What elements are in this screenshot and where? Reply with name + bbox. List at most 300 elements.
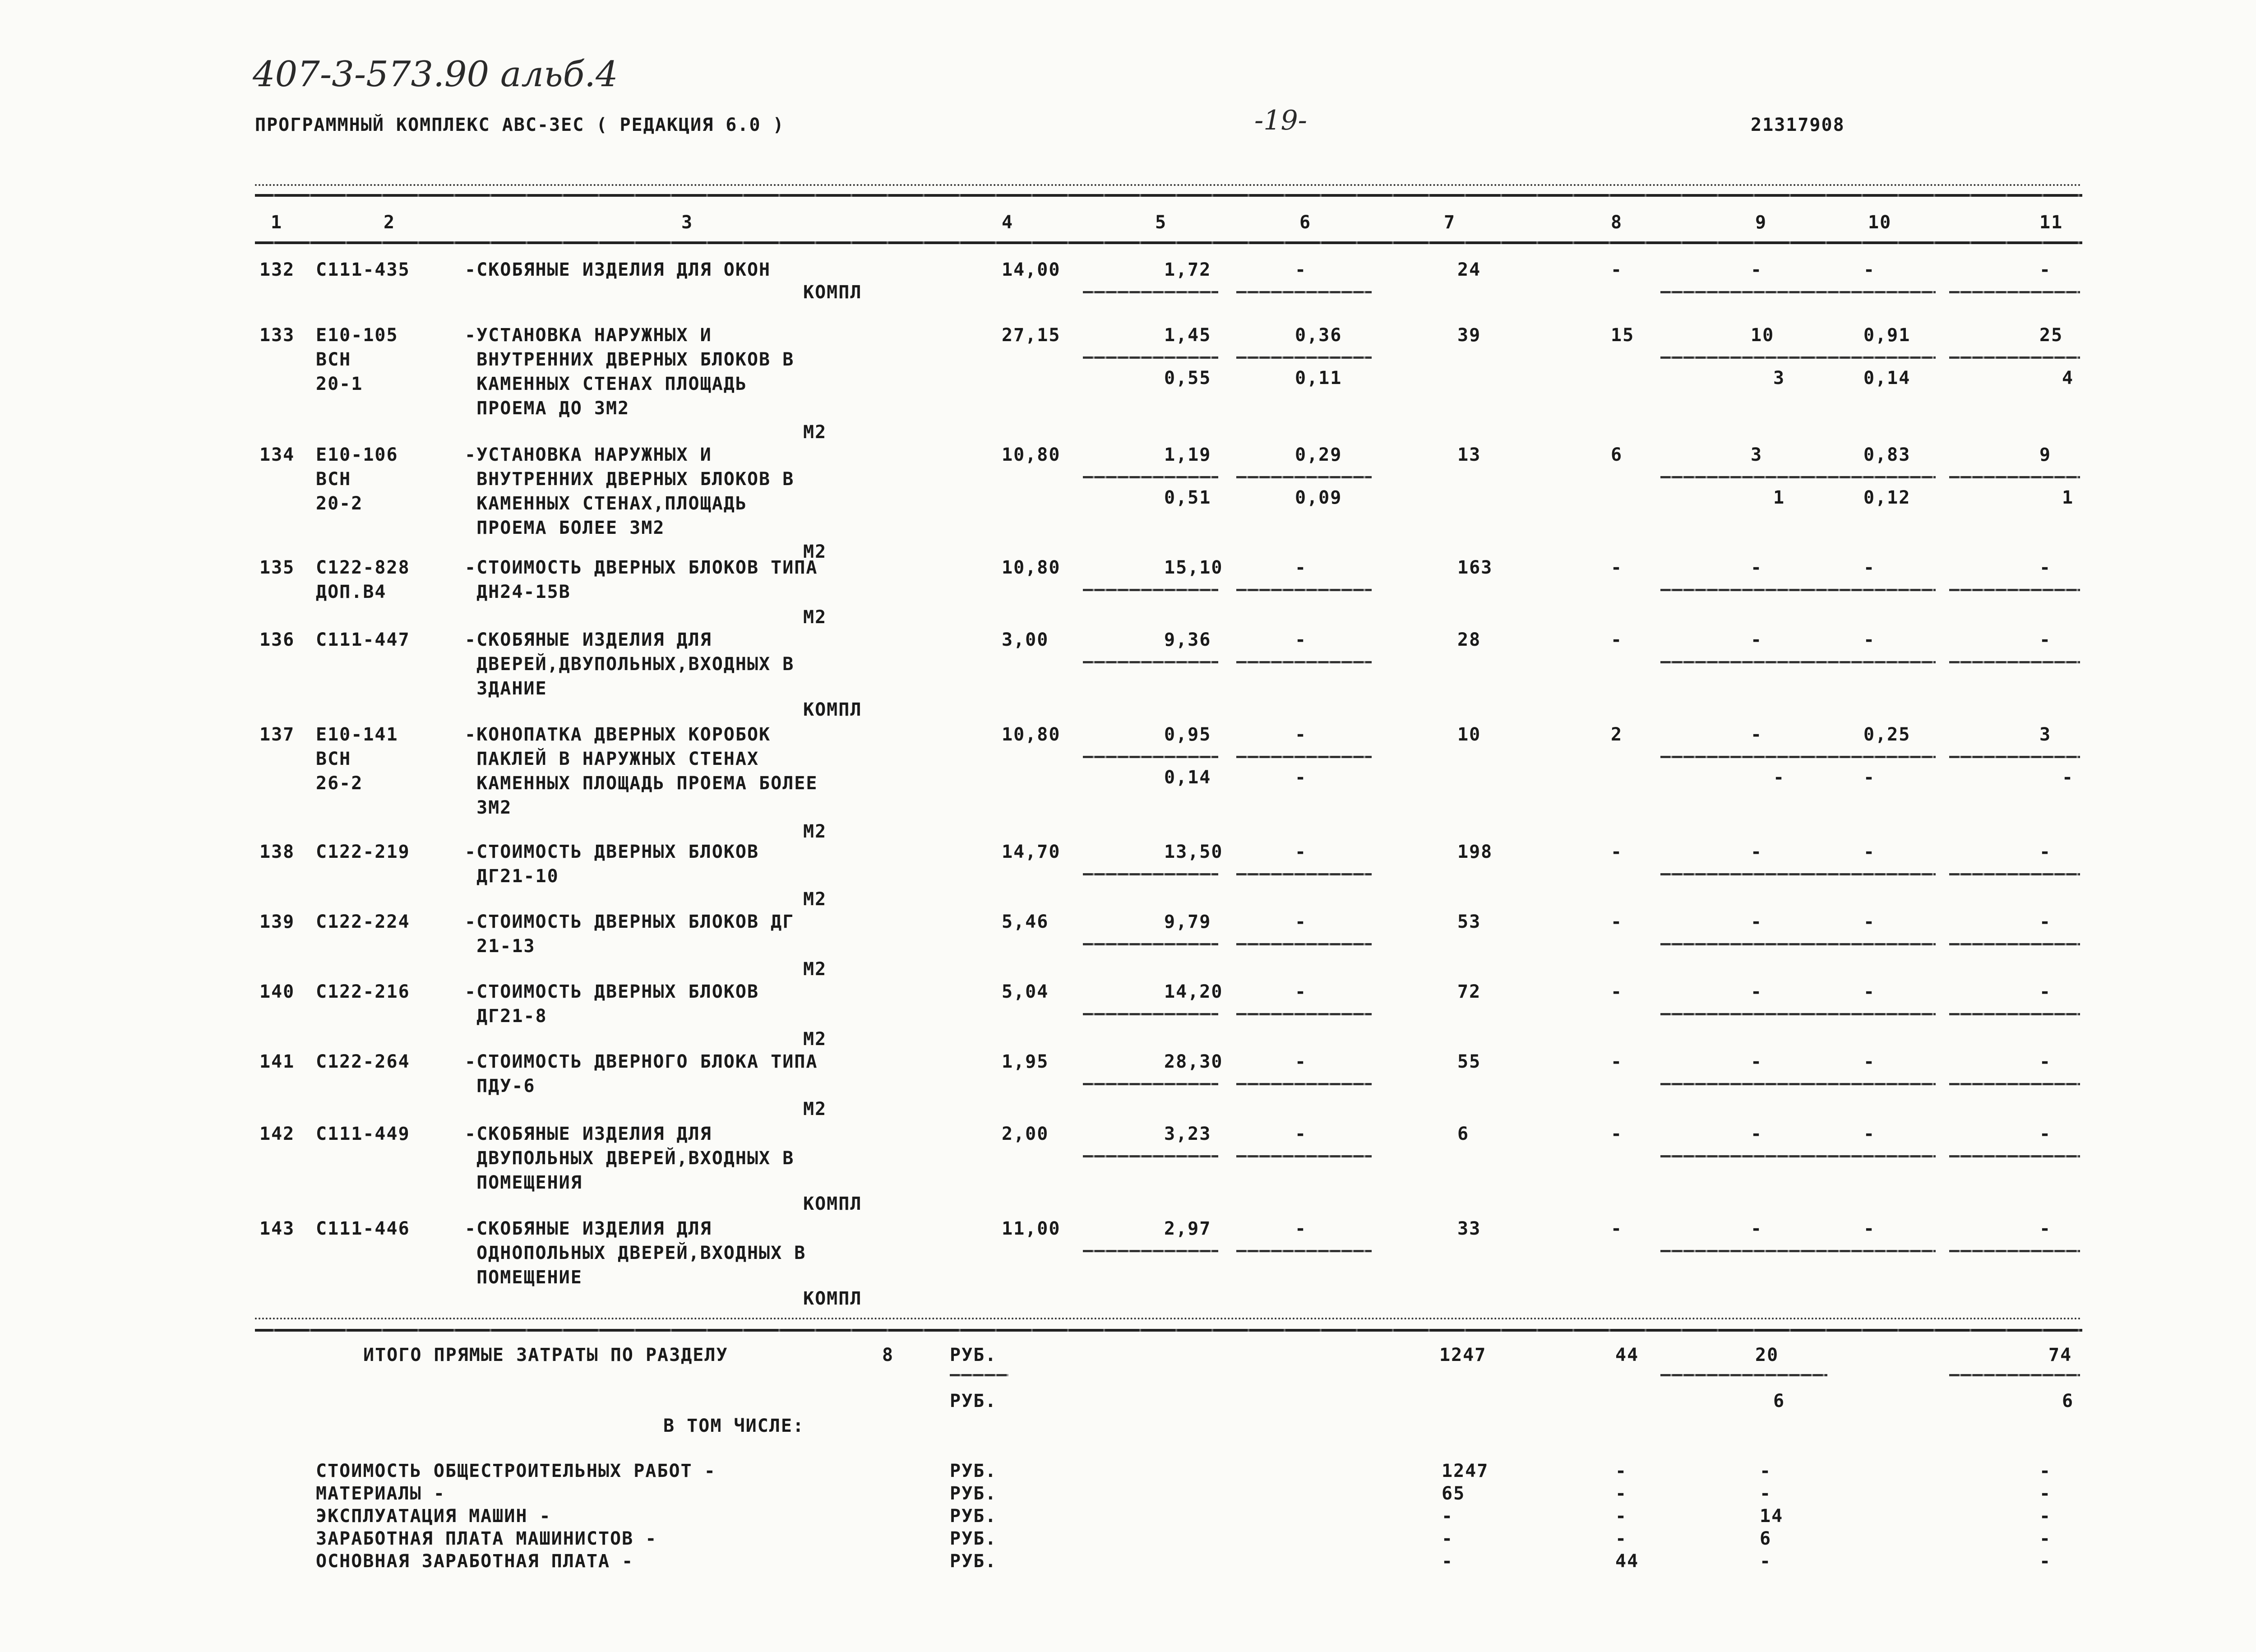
total-machine: - [1751, 1218, 1763, 1239]
header-bottom-rule [255, 241, 2082, 244]
total-machine-wages: - [1773, 767, 1785, 788]
total-wages: - [1611, 842, 1623, 862]
unit-of-measure: КОМПЛ [803, 699, 862, 720]
breakdown-col7: 65 [1442, 1483, 1465, 1504]
resource-code: С122-219 [316, 842, 410, 862]
totals-sub-rule-11 [1949, 1374, 2080, 1376]
top-dotted-rule [255, 184, 2082, 186]
total-wages: - [1611, 629, 1623, 650]
sub-rule [1083, 589, 1218, 591]
quantity: 27,15 [1002, 325, 1061, 346]
total-machine: - [1751, 912, 1763, 932]
work-description: ПАКЛЕЙ В НАРУЖНЫХ СТЕНАХ [465, 749, 759, 769]
work-description: -СТОИМОСТЬ ДВЕРНОГО БЛОКА ТИПА [465, 1051, 818, 1072]
work-description: ОДНОПОЛЬНЫХ ДВЕРЕЙ,ВХОДНЫХ В [465, 1243, 806, 1263]
unit-cost-wages: 0,51 [1164, 487, 1211, 508]
unit-of-measure: КОМПЛ [803, 1194, 862, 1214]
sub-rule [1236, 943, 1372, 945]
row-number: 134 [259, 444, 295, 465]
sub-rule [1083, 356, 1218, 359]
sub-rule [1949, 661, 2080, 663]
work-description: ДГ21-8 [465, 1006, 547, 1027]
breakdown-label: ЭКСПЛУАТАЦИЯ МАШИН - [316, 1506, 551, 1527]
total-cost: 24 [1457, 259, 1481, 280]
sub-rule [1236, 661, 1372, 663]
sub-rule [1949, 356, 2080, 359]
total-machine: - [1751, 259, 1763, 280]
quantity: 3,00 [1002, 629, 1049, 650]
breakdown-col11: - [2039, 1461, 2052, 1481]
work-description: -СКОБЯНЫЕ ИЗДЕЛИЯ ДЛЯ [465, 1124, 712, 1144]
labor-total: 3 [2039, 724, 2052, 745]
breakdown-col7: - [1442, 1528, 1454, 1549]
unit-cost-wages: 0,55 [1164, 368, 1211, 389]
work-description: ВНУТРЕННИХ ДВЕРНЫХ БЛОКОВ В [465, 469, 795, 490]
sub-rule [1083, 476, 1218, 478]
total-wages: - [1611, 912, 1623, 932]
totals-col9: 20 [1755, 1345, 1779, 1365]
quantity: 10,80 [1002, 557, 1061, 578]
machine-cost: - [1295, 1218, 1307, 1239]
unit-cost: 2,97 [1164, 1218, 1211, 1239]
work-description: -СТОИМОСТЬ ДВЕРНЫХ БЛОКОВ [465, 842, 759, 862]
labor-unit-mach: 0,14 [1863, 368, 1911, 389]
work-description: ПОМЕЩЕНИЯ [465, 1172, 582, 1193]
quantity: 11,00 [1002, 1218, 1061, 1239]
resource-code: Е10-141 [316, 724, 398, 745]
handwritten-reference: 407-3-573.90 альб.4 [253, 54, 618, 95]
work-description: КАМЕННЫХ СТЕНАХ,ПЛОЩАДЬ [465, 493, 747, 514]
row-number: 143 [259, 1218, 295, 1239]
breakdown-col11: - [2039, 1551, 2052, 1572]
sub-rule [1236, 873, 1372, 875]
total-cost: 55 [1457, 1051, 1481, 1072]
unit-of-measure: М2 [803, 1029, 827, 1050]
work-description: ДВЕРЕЙ,ДВУПОЛЬНЫХ,ВХОДНЫХ В [465, 654, 795, 675]
sub-rule [1949, 1083, 2080, 1085]
quantity: 5,04 [1002, 981, 1049, 1002]
labor-total-mach: 1 [2062, 487, 2074, 508]
total-wages: - [1611, 259, 1623, 280]
row-number: 140 [259, 981, 295, 1002]
totals-top-rule [255, 1329, 2082, 1332]
machine-cost: - [1295, 259, 1307, 280]
row-number: 139 [259, 912, 295, 932]
breakdown-col7: - [1442, 1506, 1454, 1527]
totals-col8: 44 [1615, 1345, 1639, 1365]
work-description: -УСТАНОВКА НАРУЖНЫХ И [465, 444, 712, 465]
resource-code: 20-2 [316, 493, 363, 514]
breakdown-col8: - [1615, 1483, 1627, 1504]
sub-rule [1805, 356, 1936, 359]
total-wages: - [1611, 1051, 1623, 1072]
work-description: -СТОИМОСТЬ ДВЕРНЫХ БЛОКОВ ДГ [465, 912, 795, 932]
sub-rule [1083, 943, 1218, 945]
labor-unit: 0,91 [1863, 325, 1911, 346]
breakdown-col11: - [2039, 1483, 2052, 1504]
labor-unit: - [1863, 629, 1876, 650]
column-header-10: 10 [1868, 212, 1892, 233]
labor-total: - [2039, 1124, 2052, 1144]
breakdown-col9: - [1760, 1461, 1772, 1481]
unit-cost: 1,72 [1164, 259, 1211, 280]
sub-rule [1949, 291, 2080, 293]
total-cost: 28 [1457, 629, 1481, 650]
total-cost: 10 [1457, 724, 1481, 745]
sub-rule [1083, 1155, 1218, 1157]
column-header-3: 3 [681, 212, 693, 233]
machine-wages: - [1295, 767, 1307, 788]
resource-code: С111-449 [316, 1124, 410, 1144]
total-machine-wages: 3 [1773, 368, 1785, 389]
document-code: 21317908 [1751, 115, 1845, 135]
sub-rule [1949, 943, 2080, 945]
breakdown-currency: РУБ. [950, 1483, 997, 1504]
total-wages: 2 [1611, 724, 1623, 745]
sub-rule [1660, 1013, 1827, 1015]
resource-code: С122-224 [316, 912, 410, 932]
sub-rule [1805, 1013, 1936, 1015]
totals-sub-rule-9 [1660, 1374, 1827, 1376]
machine-cost: 0,29 [1295, 444, 1342, 465]
totals-label: ИТОГО ПРЯМЫЕ ЗАТРАТЫ ПО РАЗДЕЛУ [363, 1345, 728, 1365]
breakdown-col11: - [2039, 1506, 2052, 1527]
bottom-dotted-rule [255, 1318, 2082, 1319]
labor-unit: - [1863, 557, 1876, 578]
total-cost: 6 [1457, 1124, 1470, 1144]
work-description: ПОМЕЩЕНИЕ [465, 1267, 582, 1288]
labor-unit: 0,25 [1863, 724, 1911, 745]
sub-rule [1805, 589, 1936, 591]
machine-cost: - [1295, 557, 1307, 578]
labor-unit: - [1863, 259, 1876, 280]
sub-rule [1805, 1155, 1936, 1157]
sub-rule [1660, 291, 1827, 293]
sub-rule [1236, 756, 1372, 758]
unit-cost: 9,79 [1164, 912, 1211, 932]
sub-rule [1083, 661, 1218, 663]
sub-rule [1660, 873, 1827, 875]
sub-rule [1805, 476, 1936, 478]
sub-rule [1660, 661, 1827, 663]
sub-rule [1949, 589, 2080, 591]
machine-cost: - [1295, 842, 1307, 862]
unit-cost: 15,10 [1164, 557, 1223, 578]
totals-section: 8 [882, 1345, 894, 1365]
including-label: В ТОМ ЧИСЛЕ: [663, 1416, 804, 1436]
sub-rule [1660, 1250, 1827, 1252]
unit-cost-wages: 0,14 [1164, 767, 1211, 788]
work-description: -КОНОПАТКА ДВЕРНЫХ КОРОБОК [465, 724, 771, 745]
unit-cost: 1,45 [1164, 325, 1211, 346]
sub-rule [1949, 1155, 2080, 1157]
quantity: 5,46 [1002, 912, 1049, 932]
breakdown-currency: РУБ. [950, 1528, 997, 1549]
breakdown-col11: - [2039, 1528, 2052, 1549]
total-machine: - [1751, 1051, 1763, 1072]
machine-cost: - [1295, 912, 1307, 932]
work-description: -СКОБЯНЫЕ ИЗДЕЛИЯ ДЛЯ ОКОН [465, 259, 771, 280]
total-machine-wages: 1 [1773, 487, 1785, 508]
row-number: 132 [259, 259, 295, 280]
total-machine: - [1751, 1124, 1763, 1144]
breakdown-label: ЗАРАБОТНАЯ ПЛАТА МАШИНИСТОВ - [316, 1528, 657, 1549]
row-number: 133 [259, 325, 295, 346]
total-wages: 15 [1611, 325, 1635, 346]
breakdown-currency: РУБ. [950, 1551, 997, 1572]
sub-rule [1083, 873, 1218, 875]
machine-cost: - [1295, 629, 1307, 650]
breakdown-col8: 44 [1615, 1551, 1639, 1572]
total-cost: 163 [1457, 557, 1493, 578]
sub-rule [1236, 1250, 1372, 1252]
labor-total: - [2039, 1051, 2052, 1072]
resource-code: С111-447 [316, 629, 410, 650]
sub-rule [1236, 476, 1372, 478]
row-number: 135 [259, 557, 295, 578]
sub-rule [1083, 291, 1218, 293]
labor-unit: - [1863, 842, 1876, 862]
machine-cost: - [1295, 1051, 1307, 1072]
labor-total: - [2039, 259, 2052, 280]
sub-rule [1236, 1083, 1372, 1085]
sub-rule [1660, 1155, 1827, 1157]
unit-of-measure: М2 [803, 821, 827, 842]
breakdown-currency: РУБ. [950, 1461, 997, 1481]
sub-rule [1805, 291, 1936, 293]
column-header-5: 5 [1155, 212, 1167, 233]
unit-of-measure: КОМПЛ [803, 282, 862, 303]
breakdown-col7: 1247 [1442, 1461, 1489, 1481]
total-machine: - [1751, 981, 1763, 1002]
unit-cost: 13,50 [1164, 842, 1223, 862]
work-description: -УСТАНОВКА НАРУЖНЫХ И [465, 325, 712, 346]
work-description: -СКОБЯНЫЕ ИЗДЕЛИЯ ДЛЯ [465, 1218, 712, 1239]
work-description: ПРОЕМА ДО 3М2 [465, 398, 630, 419]
totals-col7: 1247 [1439, 1345, 1487, 1365]
breakdown-label: СТОИМОСТЬ ОБЩЕСТРОИТЕЛЬНЫХ РАБОТ - [316, 1461, 716, 1481]
work-description: КАМЕННЫХ ПЛОЩАДЬ ПРОЕМА БОЛЕЕ [465, 773, 818, 794]
labor-unit-mach: - [1863, 767, 1876, 788]
total-wages: - [1611, 1124, 1623, 1144]
unit-of-measure: М2 [803, 541, 827, 562]
work-description: ЗДАНИЕ [465, 678, 547, 699]
sub-rule [1236, 589, 1372, 591]
resource-code: С111-446 [316, 1218, 410, 1239]
totals-currency: РУБ. [950, 1345, 997, 1365]
column-header-8: 8 [1611, 212, 1623, 233]
row-number: 142 [259, 1124, 295, 1144]
total-cost: 33 [1457, 1218, 1481, 1239]
work-description: КАМЕННЫХ СТЕНАХ ПЛОЩАДЬ [465, 374, 747, 394]
column-header-1: 1 [271, 212, 283, 233]
labor-total: 9 [2039, 444, 2052, 465]
quantity: 2,00 [1002, 1124, 1049, 1144]
sub-rule [1236, 291, 1372, 293]
labor-total-mach: 4 [2062, 368, 2074, 389]
breakdown-col9: 6 [1760, 1528, 1772, 1549]
labor-unit: - [1863, 1218, 1876, 1239]
total-cost: 39 [1457, 325, 1481, 346]
labor-total: 25 [2039, 325, 2063, 346]
quantity: 14,70 [1002, 842, 1061, 862]
machine-wages: 0,09 [1295, 487, 1342, 508]
resource-code: Е10-106 [316, 444, 398, 465]
resource-code: 20-1 [316, 374, 363, 394]
total-machine: 3 [1751, 444, 1763, 465]
breakdown-col9: 14 [1760, 1506, 1784, 1527]
labor-unit-mach: 0,12 [1863, 487, 1911, 508]
breakdown-col9: - [1760, 1551, 1772, 1572]
sub-rule [1949, 873, 2080, 875]
quantity: 10,80 [1002, 724, 1061, 745]
sub-rule [1083, 1013, 1218, 1015]
sub-rule [1236, 356, 1372, 359]
sub-rule [1083, 1083, 1218, 1085]
total-cost: 53 [1457, 912, 1481, 932]
sub-rule [1660, 943, 1827, 945]
unit-cost: 9,36 [1164, 629, 1211, 650]
machine-cost: 0,36 [1295, 325, 1342, 346]
row-number: 136 [259, 629, 295, 650]
resource-code: ВСН [316, 469, 351, 490]
totals-col9-b: 6 [1773, 1391, 1785, 1411]
unit-cost: 14,20 [1164, 981, 1223, 1002]
column-header-7: 7 [1444, 212, 1456, 233]
sub-rule [1083, 756, 1218, 758]
machine-wages: 0,11 [1295, 368, 1342, 389]
unit-cost: 1,19 [1164, 444, 1211, 465]
sub-rule [1660, 476, 1827, 478]
sub-rule [1805, 756, 1936, 758]
program-title: ПРОГРАММНЫЙ КОМПЛЕКС АВС-3ЕС ( РЕДАКЦИЯ 6.0 ) [255, 115, 785, 135]
unit-cost: 3,23 [1164, 1124, 1211, 1144]
resource-code: 26-2 [316, 773, 363, 794]
total-machine: - [1751, 629, 1763, 650]
resource-code: ДОП.В4 [316, 582, 387, 602]
totals-sub-rule [950, 1374, 1008, 1376]
unit-of-measure: КОМПЛ [803, 1288, 862, 1309]
column-header-4: 4 [1002, 212, 1014, 233]
sub-rule [1949, 1250, 2080, 1252]
row-number: 138 [259, 842, 295, 862]
unit-cost: 0,95 [1164, 724, 1211, 745]
unit-of-measure: М2 [803, 607, 827, 628]
work-description: ДГ21-10 [465, 866, 559, 887]
resource-code: Е10-105 [316, 325, 398, 346]
totals-col11-b: 6 [2062, 1391, 2074, 1411]
quantity: 1,95 [1002, 1051, 1049, 1072]
work-description: -СТОИМОСТЬ ДВЕРНЫХ БЛОКОВ [465, 981, 759, 1002]
labor-total: - [2039, 629, 2052, 650]
machine-cost: - [1295, 981, 1307, 1002]
column-header-9: 9 [1755, 212, 1767, 233]
unit-of-measure: М2 [803, 422, 827, 443]
labor-unit: 0,83 [1863, 444, 1911, 465]
machine-cost: - [1295, 724, 1307, 745]
resource-code: С122-828 [316, 557, 410, 578]
breakdown-col8: - [1615, 1461, 1627, 1481]
work-description: -СКОБЯНЫЕ ИЗДЕЛИЯ ДЛЯ [465, 629, 712, 650]
work-description: ПДУ-6 [465, 1076, 536, 1097]
total-wages: 6 [1611, 444, 1623, 465]
work-description: ДН24-15В [465, 582, 571, 602]
sub-rule [1805, 1083, 1936, 1085]
column-header-2: 2 [384, 212, 396, 233]
header-top-rule [255, 194, 2082, 197]
unit-of-measure: М2 [803, 959, 827, 980]
sub-rule [1949, 476, 2080, 478]
sub-rule [1236, 1013, 1372, 1015]
unit-of-measure: М2 [803, 889, 827, 910]
total-machine: - [1751, 724, 1763, 745]
breakdown-label: МАТЕРИАЛЫ - [316, 1483, 445, 1504]
totals-col11: 74 [2048, 1345, 2072, 1365]
sub-rule [1949, 1013, 2080, 1015]
breakdown-col8: - [1615, 1506, 1627, 1527]
total-wages: - [1611, 557, 1623, 578]
work-description: -СТОИМОСТЬ ДВЕРНЫХ БЛОКОВ ТИПА [465, 557, 818, 578]
total-machine: - [1751, 557, 1763, 578]
sub-rule [1805, 1250, 1936, 1252]
totals-currency-2: РУБ. [950, 1391, 997, 1411]
total-machine: 10 [1751, 325, 1775, 346]
sub-rule [1949, 756, 2080, 758]
resource-code: С122-216 [316, 981, 410, 1002]
row-number: 141 [259, 1051, 295, 1072]
unit-cost: 28,30 [1164, 1051, 1223, 1072]
column-header-11: 11 [2039, 212, 2063, 233]
labor-unit: - [1863, 981, 1876, 1002]
quantity: 14,00 [1002, 259, 1061, 280]
labor-total: - [2039, 1218, 2052, 1239]
sub-rule [1805, 873, 1936, 875]
resource-code: С122-264 [316, 1051, 410, 1072]
labor-total: - [2039, 912, 2052, 932]
total-machine: - [1751, 842, 1763, 862]
resource-code: ВСН [316, 749, 351, 769]
work-description: 3М2 [465, 797, 512, 818]
breakdown-col8: - [1615, 1528, 1627, 1549]
labor-total: - [2039, 557, 2052, 578]
page-number: -19- [1254, 105, 1307, 136]
labor-total: - [2039, 842, 2052, 862]
work-description: 21-13 [465, 936, 536, 957]
breakdown-label: ОСНОВНАЯ ЗАРАБОТНАЯ ПЛАТА - [316, 1551, 634, 1572]
machine-cost: - [1295, 1124, 1307, 1144]
labor-unit: - [1863, 1051, 1876, 1072]
sub-rule [1805, 943, 1936, 945]
quantity: 10,80 [1002, 444, 1061, 465]
labor-total: - [2039, 981, 2052, 1002]
row-number: 137 [259, 724, 295, 745]
resource-code: С111-435 [316, 259, 410, 280]
sub-rule [1236, 1155, 1372, 1157]
total-wages: - [1611, 981, 1623, 1002]
work-description: ДВУПОЛЬНЫХ ДВЕРЕЙ,ВХОДНЫХ В [465, 1148, 795, 1169]
work-description: ВНУТРЕННИХ ДВЕРНЫХ БЛОКОВ В [465, 349, 795, 370]
total-cost: 13 [1457, 444, 1481, 465]
labor-unit: - [1863, 912, 1876, 932]
total-cost: 72 [1457, 981, 1481, 1002]
breakdown-col9: - [1760, 1483, 1772, 1504]
total-cost: 198 [1457, 842, 1493, 862]
resource-code: ВСН [316, 349, 351, 370]
sub-rule [1660, 1083, 1827, 1085]
breakdown-currency: РУБ. [950, 1506, 997, 1527]
sub-rule [1805, 661, 1936, 663]
unit-of-measure: М2 [803, 1099, 827, 1120]
